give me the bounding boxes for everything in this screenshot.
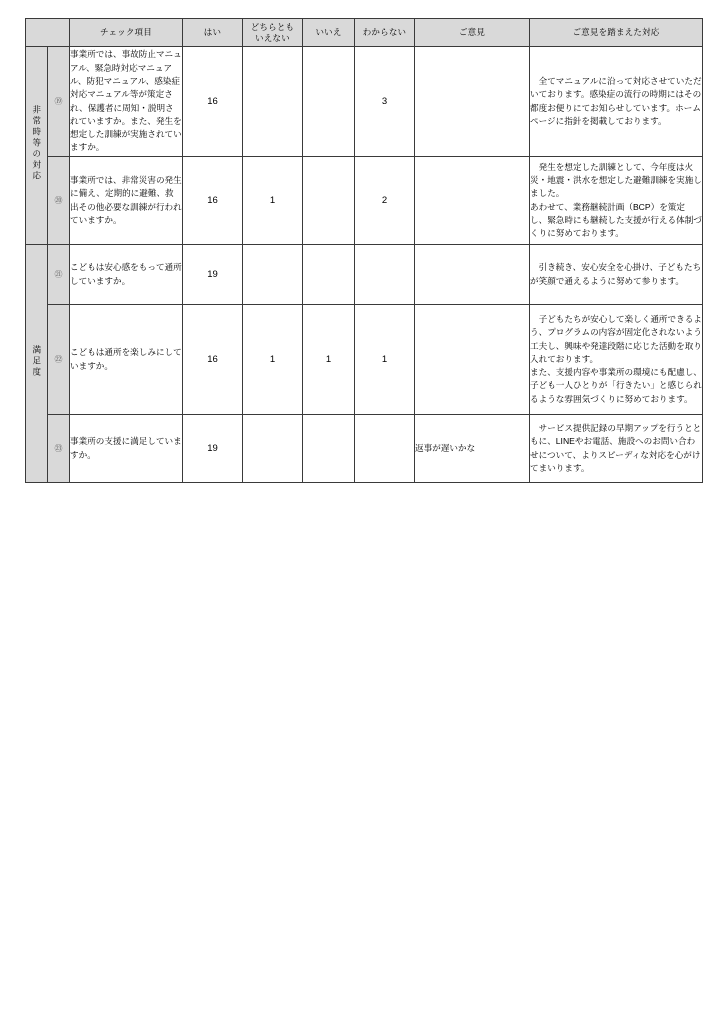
action-paragraph: 発生を想定した訓練として、今年度は火災・地震・洪水を想定した避難訓練を実施しました。 bbox=[530, 161, 702, 199]
count-yes-cell: 16 bbox=[183, 157, 243, 245]
header-opinion: ご意見 bbox=[415, 19, 530, 47]
row-number-cell: ⑲ bbox=[48, 47, 70, 157]
action-response-cell bbox=[530, 157, 703, 245]
action-paragraph: あわせて、業務継続計画（BCP）を策定し、緊急時にも継続した支援が行える体制づくりに努めております。 bbox=[530, 201, 702, 239]
count-yes-cell: 19 bbox=[183, 245, 243, 305]
table-body bbox=[26, 47, 703, 483]
opinion-cell bbox=[415, 245, 530, 305]
count-no-cell bbox=[303, 157, 355, 245]
table-row bbox=[26, 305, 703, 415]
row-number-cell: ⑳ bbox=[48, 157, 70, 245]
group-label-text: 満足度 bbox=[31, 344, 42, 378]
action-paragraph: 引き続き、安心安全を心掛け、子どもたちが笑顔で通えるように努めて参ります。 bbox=[530, 262, 702, 286]
header-neither: どちらとも いえない bbox=[243, 19, 303, 47]
count-yes-cell: 16 bbox=[183, 47, 243, 157]
table-header bbox=[26, 19, 703, 47]
header-unknown: わからない bbox=[355, 19, 415, 47]
count-neither-cell: 1 bbox=[243, 157, 303, 245]
count-yes-cell: 16 bbox=[183, 305, 243, 415]
opinion-cell: 返事が遅いかな bbox=[415, 415, 530, 483]
count-no-cell: 1 bbox=[303, 305, 355, 415]
table-row bbox=[26, 47, 703, 157]
count-no-cell bbox=[303, 47, 355, 157]
count-neither-cell bbox=[243, 47, 303, 157]
action-paragraph: 全てマニュアルに沿って対応させていただいております。感染症の流行の時期にはその都度お便りにてお知らせしています。ホームページに指針を掲載しております。 bbox=[530, 75, 702, 126]
action-response-cell bbox=[530, 305, 703, 415]
header-action: ご意見を踏まえた対応 bbox=[530, 19, 703, 47]
action-response-cell bbox=[530, 245, 703, 305]
table-row bbox=[26, 245, 703, 305]
header-row bbox=[26, 19, 703, 47]
opinion-cell bbox=[415, 47, 530, 157]
action-paragraph: 子どもたちが安心して楽しく通所できるよう、プログラムの内容が固定化されないよう工夫し、興味や発達段階に応じた活動を取り入れております。 bbox=[530, 313, 702, 364]
header-check-item: チェック項目 bbox=[70, 19, 183, 47]
check-item-cell: 事業所では、非常災害の発生に備え、定期的に避難、救出その他必要な訓練が行われていますか。 bbox=[70, 157, 183, 245]
action-response-cell bbox=[530, 415, 703, 483]
count-no-cell bbox=[303, 415, 355, 483]
count-no-cell bbox=[303, 245, 355, 305]
check-item-cell: こどもは通所を楽しみにしていますか。 bbox=[70, 305, 183, 415]
header-yes: はい bbox=[183, 19, 243, 47]
action-response-cell bbox=[530, 47, 703, 157]
header-no: いいえ bbox=[303, 19, 355, 47]
count-neither-cell bbox=[243, 415, 303, 483]
count-neither-cell bbox=[243, 245, 303, 305]
count-unknown-cell: 1 bbox=[355, 305, 415, 415]
count-unknown-cell bbox=[355, 415, 415, 483]
count-neither-cell: 1 bbox=[243, 305, 303, 415]
table-row bbox=[26, 157, 703, 245]
group-label-cell bbox=[26, 47, 48, 245]
table-row bbox=[26, 415, 703, 483]
action-paragraph: また、支援内容や事業所の環境にも配慮し、子ども一人ひとりが「行きたい」と感じられるような雰囲気づくりに努めております。 bbox=[530, 367, 702, 404]
count-unknown-cell: 2 bbox=[355, 157, 415, 245]
row-number-cell: ㉑ bbox=[48, 245, 70, 305]
opinion-cell bbox=[415, 305, 530, 415]
check-item-cell: こどもは安心感をもって通所していますか。 bbox=[70, 245, 183, 305]
group-label-cell bbox=[26, 245, 48, 483]
action-paragraph: サービス提供記録の早期アップを行うとともに、LINEやお電話、施設へのお問い合わせについて、よりスピーディな対応を心がけてまいります。 bbox=[530, 422, 702, 473]
check-item-cell: 事業所では、事故防止マニュアル、緊急時対応マニュアル、防犯マニュアル、感染症対応マニュアル等が策定され、保護者に周知・説明されていますか。また、発生を想定した訓練が実施されていますか。 bbox=[70, 47, 183, 157]
group-label-text: 非常時等の対応 bbox=[31, 104, 42, 182]
survey-results-table bbox=[25, 18, 703, 483]
count-yes-cell: 19 bbox=[183, 415, 243, 483]
count-unknown-cell bbox=[355, 245, 415, 305]
opinion-cell bbox=[415, 157, 530, 245]
check-item-cell: 事業所の支援に満足していますか。 bbox=[70, 415, 183, 483]
count-unknown-cell: 3 bbox=[355, 47, 415, 157]
header-group-blank bbox=[26, 19, 70, 47]
row-number-cell: ㉒ bbox=[48, 305, 70, 415]
row-number-cell: ㉓ bbox=[48, 415, 70, 483]
